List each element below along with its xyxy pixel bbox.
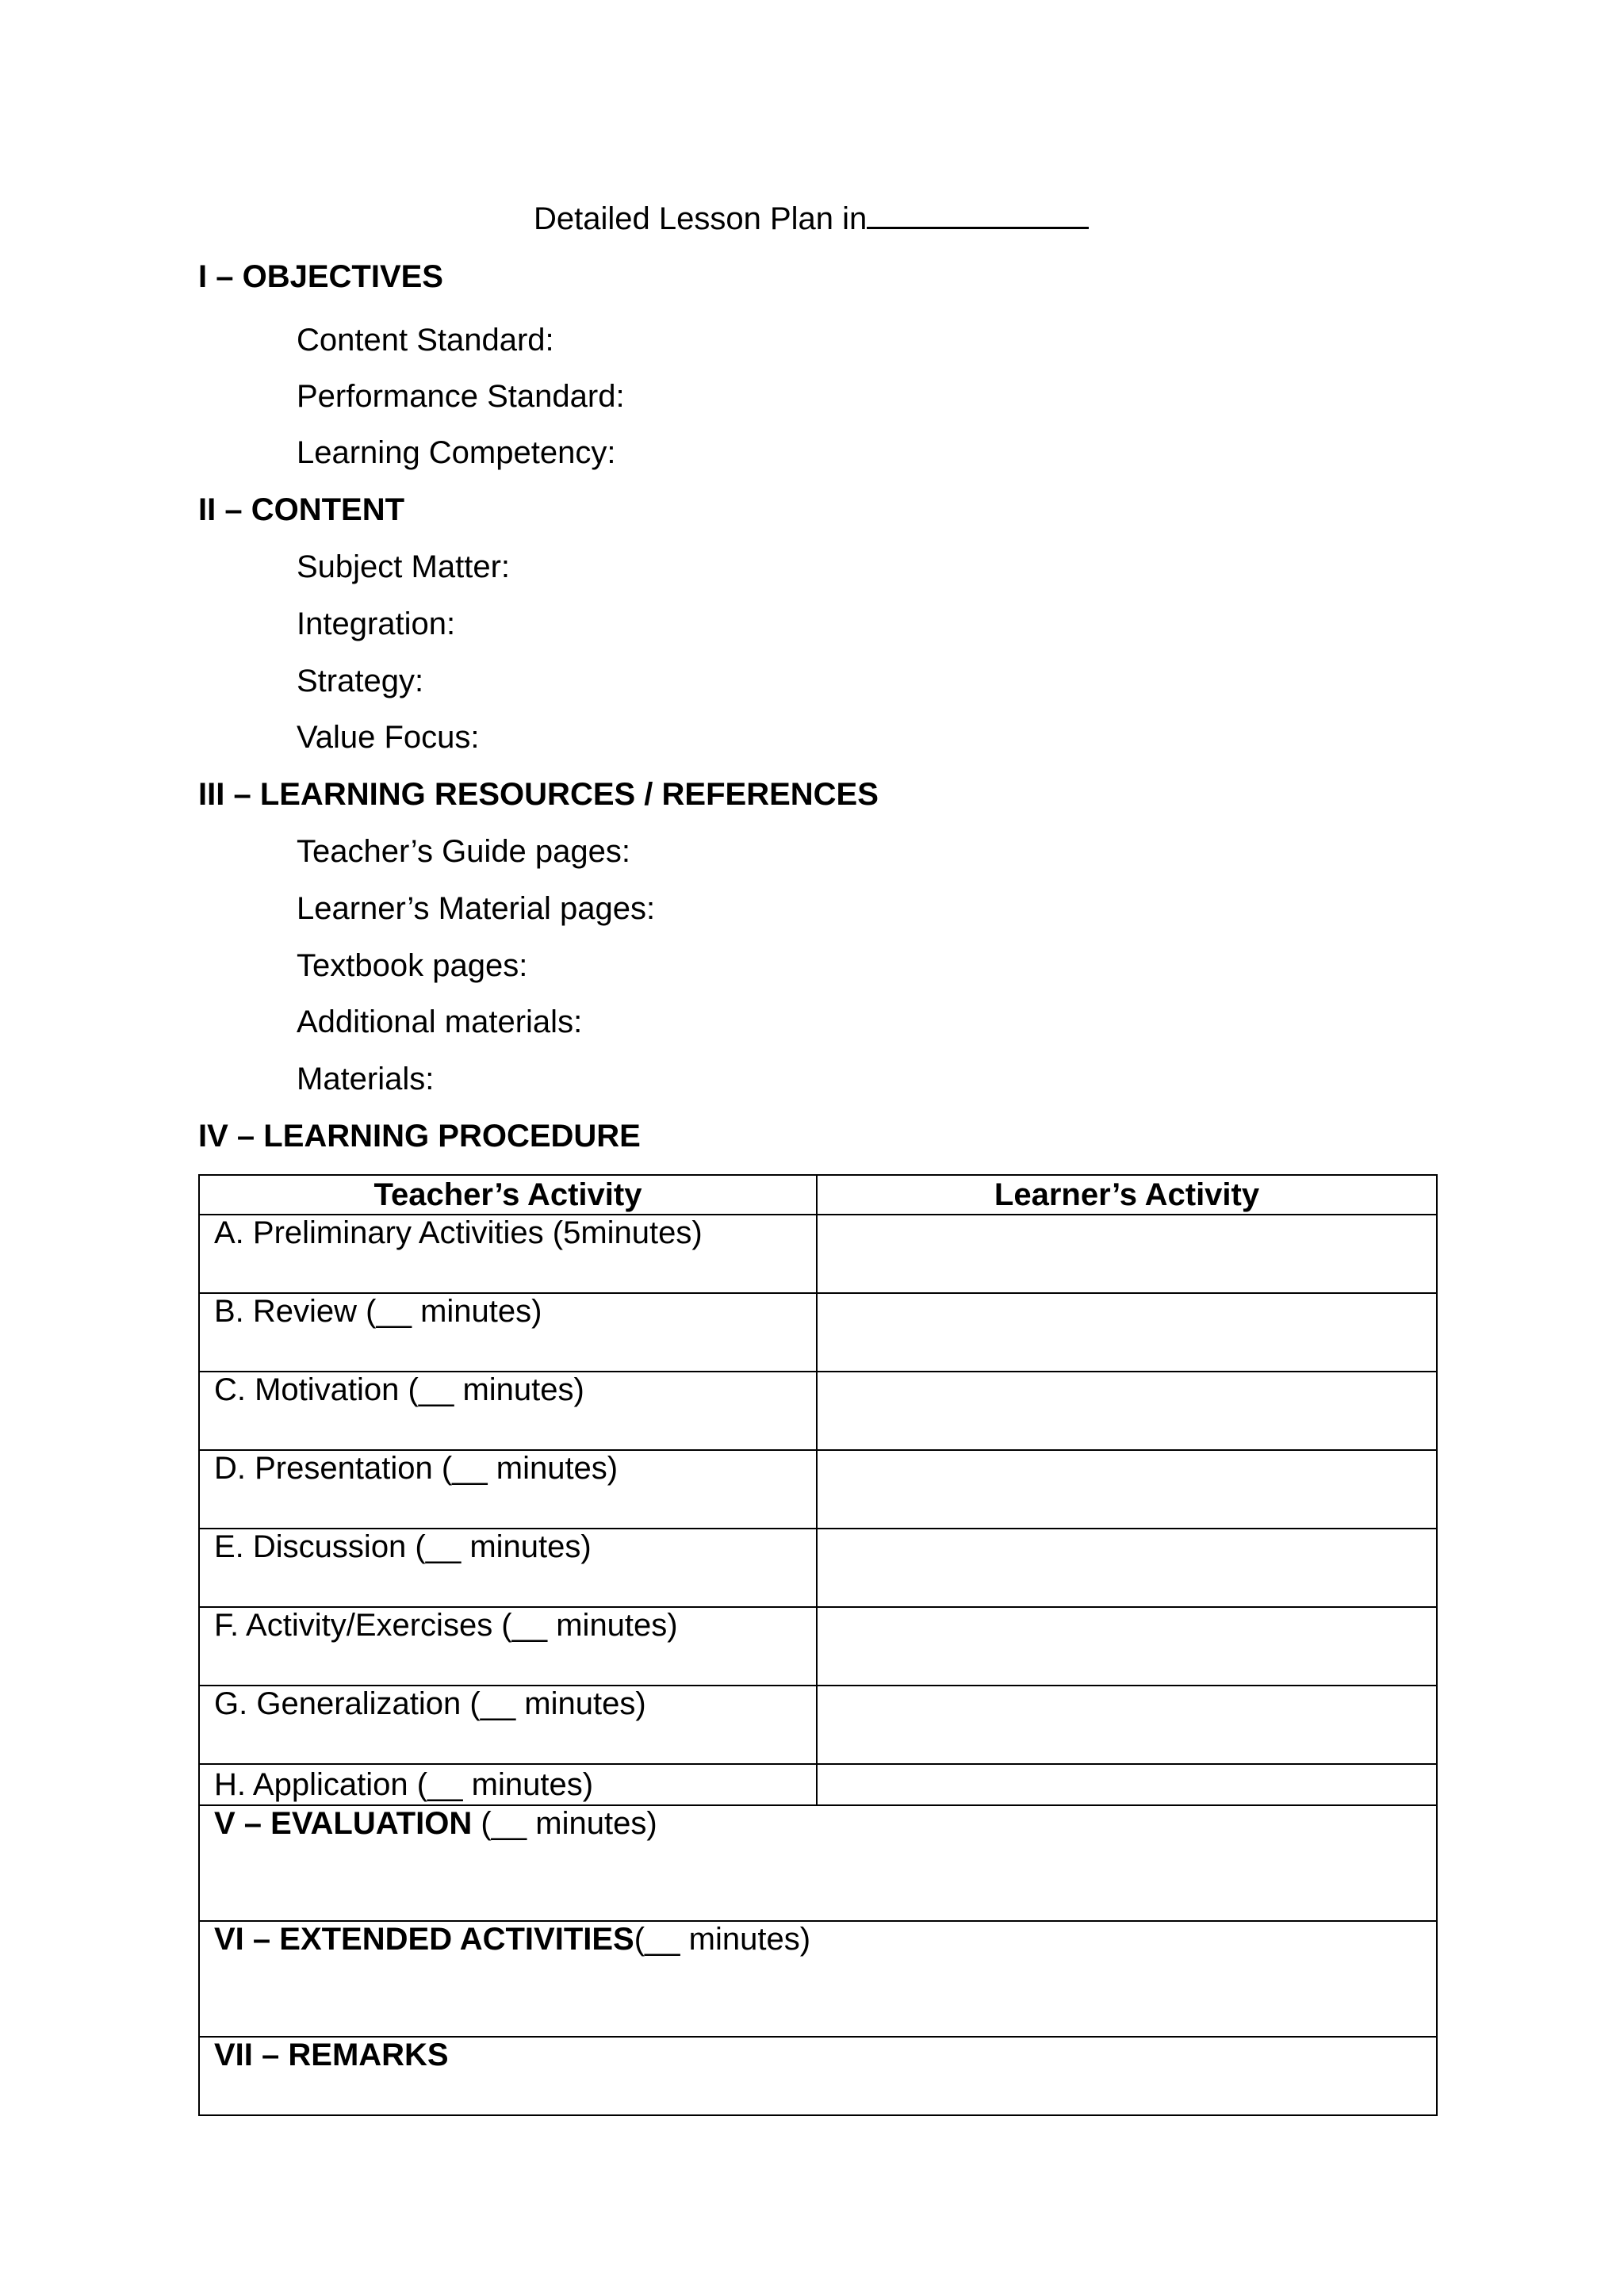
content-standard-label: Content Standard: [297, 323, 554, 358]
content-heading: II – CONTENT [198, 492, 405, 527]
table-row [199, 1215, 1437, 1293]
evaluation-cell [199, 1805, 1437, 1921]
performance-standard-label: Performance Standard: [297, 379, 625, 414]
remarks-cell [199, 2037, 1437, 2115]
teachers-activity-header: Teacher’s Activity [199, 1175, 817, 1215]
evaluation-heading: V – EVALUATION [214, 1806, 473, 1841]
textbook-pages-label: Textbook pages: [297, 948, 528, 983]
evaluation-row [199, 1805, 1437, 1921]
materials-label: Materials: [297, 1062, 435, 1096]
extended-activities-row [199, 1921, 1437, 2037]
generalization-cell: G. Generalization (__ minutes) [199, 1686, 817, 1764]
review-cell: B. Review (__ minutes) [199, 1293, 817, 1372]
discussion-cell: E. Discussion (__ minutes) [199, 1529, 817, 1607]
integration-label: Integration: [297, 607, 456, 641]
learner-activity-cell [817, 1293, 1437, 1372]
table-row [199, 1372, 1437, 1450]
activity-exercises-cell: F. Activity/Exercises (__ minutes) [199, 1607, 817, 1686]
value-focus-label: Value Focus: [297, 720, 480, 755]
additional-materials-label: Additional materials: [297, 1004, 583, 1039]
preliminary-activities-cell: A. Preliminary Activities (5minutes) [199, 1215, 817, 1293]
table-row [199, 1450, 1437, 1529]
learner-activity-cell [817, 1686, 1437, 1764]
motivation-cell: C. Motivation (__ minutes) [199, 1372, 817, 1450]
subject-matter-label: Subject Matter: [297, 549, 511, 584]
table-row [199, 1607, 1437, 1686]
title-text: Detailed Lesson Plan in [534, 201, 868, 236]
remarks-row [199, 2037, 1437, 2115]
learner-activity-cell [817, 1607, 1437, 1686]
page-title [534, 197, 1089, 237]
remarks-heading: VII – REMARKS [214, 2038, 449, 2072]
subject-blank [867, 197, 1089, 229]
learning-competency-label: Learning Competency: [297, 435, 616, 470]
table-header-row [199, 1175, 1437, 1215]
extended-activities-cell [199, 1921, 1437, 2037]
table-row [199, 1686, 1437, 1764]
strategy-label: Strategy: [297, 664, 424, 698]
extended-activities-heading: VI – EXTENDED ACTIVITIES [214, 1922, 634, 1957]
learners-material-label: Learner’s Material pages: [297, 891, 656, 926]
learner-activity-cell [817, 1529, 1437, 1607]
table-row [199, 1529, 1437, 1607]
learners-activity-header: Learner’s Activity [817, 1175, 1437, 1215]
learner-activity-cell [817, 1215, 1437, 1293]
teachers-guide-label: Teacher’s Guide pages: [297, 834, 631, 869]
evaluation-minutes: (__ minutes) [472, 1806, 657, 1841]
table-row [199, 1764, 1437, 1805]
presentation-cell: D. Presentation (__ minutes) [199, 1450, 817, 1529]
learner-activity-cell [817, 1372, 1437, 1450]
resources-heading: III – LEARNING RESOURCES / REFERENCES [198, 777, 879, 812]
learner-activity-cell [817, 1450, 1437, 1529]
learner-activity-cell [817, 1764, 1437, 1805]
procedure-heading: IV – LEARNING PROCEDURE [198, 1119, 641, 1154]
table-row [199, 1293, 1437, 1372]
extended-activities-minutes: (__ minutes) [634, 1922, 811, 1957]
application-cell: H. Application (__ minutes) [199, 1764, 817, 1805]
procedure-table [198, 1174, 1438, 2116]
objectives-heading: I – OBJECTIVES [198, 259, 443, 294]
